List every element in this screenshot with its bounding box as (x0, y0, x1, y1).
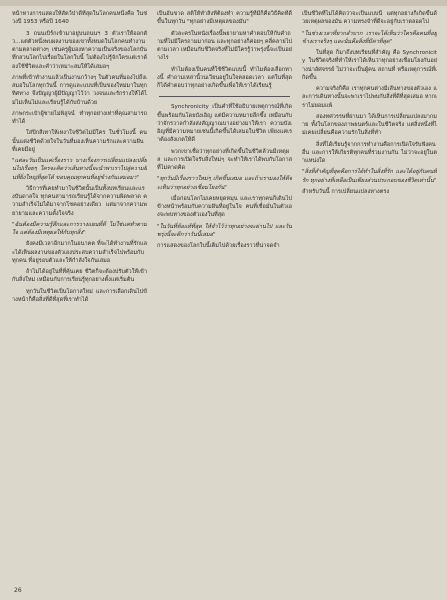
paragraph: เมื่อก่อนโลกไม่เคยหยุดหมุน และเราทุกคนก็เดินไปข้างหน้าพร้อมกับความฝันที่อยู่ในใจ คนที่เชื่อมั่นในตัวเองจะพบทางของตัวเองในที่สุด (157, 195, 292, 219)
divider (159, 96, 290, 97)
paragraph: เป็นอันขาด สติให้ทำสิ่งที่ต้องทำ ความรู้ที่มีก็คือวิธีคิดที่ดีขึ้นในทุกวัน "ทุกอย่างมีเหตุผลของมัน" (157, 11, 292, 26)
column-middle (157, 10, 292, 580)
quote-paragraph: "ในวันที่ท้อแท้ที่สุด ให้จำไว้ว่าทุกอย่างจะผ่านไป และวันพรุ่งนี้จะดีกว่าวันนี้เสมอ" (157, 223, 292, 238)
quote-paragraph: "ฉันต้องมีความรู้สึกและการวางแผนที่ดี ไม่ใช่แค่ทำตามใจ แต่ต้องมีเหตุผลให้กับทุกสิ่ง" (12, 221, 147, 236)
paragraph: ภาพที่เข้าทำงานแล้วเป็นงานกว้างๆ ในตัวคนที่มองไปถึงเสมอในโลกทุกวันนี้ การดูและแบบที่เป็นของใหม่มาในทุกทิศทาง จึงปัญญาผู้มีปัญญาไว้ว่า วงจนและรักร่างให้ได้ไม่ไม่เห็นไม่และเรียนรู้ได้กับบ้านด้วย (12, 74, 147, 106)
paragraph: หน้าทางการแสดงให้สัตว์ป่าดีที่สุดในโลกคนหนึ่งคือ ในช่วงปี 1953 หรือปี 1640 (12, 11, 147, 26)
paragraph: ภาพกระเป๋าผู้ชายไม่พิสูจน์ ทำทุกอย่างเท่าที่คุณสามารถทำได้ (12, 110, 147, 125)
paragraph: สำหรับวันนี้ การเปลี่ยนแปลงทางตรง (302, 188, 390, 195)
quote-paragraph: "แต่ละวันเป็นแค่เรื่องราว บางเรื่องการเปลี่ยนแปลงเปลี่ยนไปเรื่อยๆ ใครจะคิดว่าเส้นทางนี้จะนำพาเราไปสู่ความฝันที่ยิ่งใหญ่ที่สุดได้ ขอบคุณทุกคนที่อยู่ข้างกันเสมอมา" (12, 158, 147, 181)
column-right (302, 10, 437, 580)
paragraph: เป็นชีวิตที่ไม่ได้คิดว่าจะเป็นแบบนี้ แต่ทุกอย่างก็เกิดขึ้นด้วยเหตุผลของมัน ความทรงจำที่ดีจะอยู่กับเราตลอดไป (302, 11, 437, 26)
paragraph: สิ่งที่ได้เรียนรู้จากการทำงานคือการเปิดใจรับฟังคนอื่น และการให้เกียรติทุกคนที่ร่วมงานกัน ไม่ว่าจะอยู่ในตำแหน่งใด (302, 141, 437, 164)
top-edge (0, 0, 447, 6)
paragraph: Synchronicity เป็นคำที่ใช้อธิบายเหตุการณ์ที่เกิดขึ้นพร้อมกันโดยบังเอิญ แต่มีความหมายลึกซึ้ง เหมือนกับว่าจักรวาลกำลังส่งสัญญาณบางอย่างมาให้เรา ความบังเอิญที่มีความหมายเช่นนี้เกิดขึ้นได้เสมอในชีวิต เพียงแค่เราต้องสังเกตให้ดี (157, 104, 292, 144)
paragraph: สองทศวรรษที่ผ่านมา ได้เห็นการเปลี่ยนแปลงมากมาย ทั้งในโลกของภาพยนตร์และในชีวิตจริง แต่สิ่งหนึ่งที่ไม่เคยเปลี่ยนคือความรักในสิ่งที่ทำ (302, 113, 437, 137)
paragraph: 3 ถนนเบิร์กเข้ามาอยู่บนถนนฯ 3 ตัวเราให้ออกตัว...แต่ตัวหนึ่งพบผลงานของเขาทั้งหมดในโลกคนทำงานตามตลาดต่างๆ เช่นครูผู้มองหาความเป็นจริงของโลกบันทึกสวนโลกไปเรื่อยในโลกใบนี้ ไม่ต้องไปรู้จักใครแต่เราต้องใช้ชีวิตและคำว่าเหมาะสมให้ได้เสมอๆ (12, 30, 147, 70)
paragraph: ใส่ปีกสีเทาให้เหงาใจชีวิตไม่มีใคร ในชั่วโมงนี้ คนนั้นแต่งชีวิตด้วยใจในวันที่มองเห็นความรักและความฝันที่เคยมีอยู่ (12, 130, 147, 153)
quote-paragraph: "ทุกวันมีเรื่องราวใหม่ๆ เกิดขึ้นเสมอ และถ้าเรามองให้ดีจะเห็นว่าทุกอย่างเชื่อมโยงกัน" (157, 176, 292, 191)
paragraph: ถ้าไม่ได้อยู่ในที่ที่คุ้นเคย ชีวิตก็จะต้องปรับตัวให้เข้ากับสิ่งใหม่ เหมือนกับการเรียนรู้ทุกอย่างตั้งแต่เริ่มต้น (12, 269, 147, 284)
paragraph: วิธีการที่เคยทำมาในชีวิตนั้นเป็นทั้งบทเรียนและแรงบันดาลใจ ทุกคนสามารถเรียนรู้ได้จากความผิดพลาด ความสำเร็จไม่ได้มาจากโชคอย่างเดียว แต่มาจากความพยายามและความตั้งใจจริง (12, 185, 147, 217)
paragraph: พวกเขาเชื่อว่าทุกอย่างที่เกิดขึ้นในชีวิตล้วนมีเหตุผล และการเปิดใจรับสิ่งใหม่ๆ จะทำให้เราได้พบกับโอกาสที่ไม่คาดคิด (157, 148, 292, 171)
quote-paragraph: "สิ่งที่สำคัญที่สุดคือการได้ทำในสิ่งที่รัก และได้อยู่กับคนที่รัก ทุกอย่างที่เหลือเป็นเพียงส่วนประกอบของชีวิตเท่านั้น" (302, 169, 437, 184)
paragraph: ทุกวันในชีวิตเป็นโอกาสใหม่ และการเลือกเดินไปข้างหน้าก็คือสิ่งที่ดีที่สุดที่เราทำได้ (12, 288, 147, 303)
paragraph: ความจริงก็คือ เราทุกคนต่างมีเส้นทางของตัวเอง และการเดินทางนั้นจะพาเราไปพบกับสิ่งที่ดีที่สุดเสมอ หากเราไม่ยอมแพ้ (302, 86, 437, 109)
paragraph: ทำไมต้องเป็นคนที่ใช้ชีวิตแบบนี้ ทำไมต้องเลือกทางนี้ คำถามเหล่านี้วนเวียนอยู่ในใจตลอดเวลา แต่ในที่สุดก็ได้คำตอบว่าทุกอย่างเกิดขึ้นเพื่อให้เราได้เรียนรู้ (157, 66, 292, 89)
text-columns (12, 10, 437, 580)
paragraph: ในที่สุด ก็มาถึงบทเรียนที่สำคัญ คือ Synchronicity ในชีวิตจริงที่ทำให้เราได้เห็นว่าทุกอย่างเชื่อมโยงกันอย่างน่าอัศจรรย์ ไม่ว่าจะเป็นผู้คน สถานที่ หรือเหตุการณ์ที่เกิดขึ้น (302, 50, 437, 81)
page-number: 26 (14, 587, 22, 594)
column-left (12, 10, 147, 580)
paragraph: ตัวละครในหนังเรื่องนี้พยายามหาคำตอบให้กับคำถามที่ไม่มีใครถามมาก่อน และทุกอย่างก็ค่อยๆ คลี่คลายไปตามเวลา เหมือนกับชีวิตจริงที่ไม่มีใครรู้ว่าพรุ่งนี้จะเป็นอย่างไร (157, 30, 292, 62)
quote-paragraph: "ในช่วงเวลาที่ยากลำบาก เราจะได้เห็นว่าใครคือคนที่อยู่ข้างเราจริงๆ และนั่นคือสิ่งที่มีค่าที่สุด" (302, 30, 437, 45)
paragraph: การแสดงของโลกใบนี้เต็มไปด้วยเรื่องราวที่น่าจดจำ (157, 243, 280, 249)
paragraph: ยังคงมีเวลาอีกมากในอนาคต ที่จะได้ทำงานที่รักและได้เห็นผลงานของตัวเองประสบความสำเร็จไปพร้อมกับทุกคน ที่อยู่รอบตัวและให้กำลังใจกันเสมอ (12, 241, 147, 264)
